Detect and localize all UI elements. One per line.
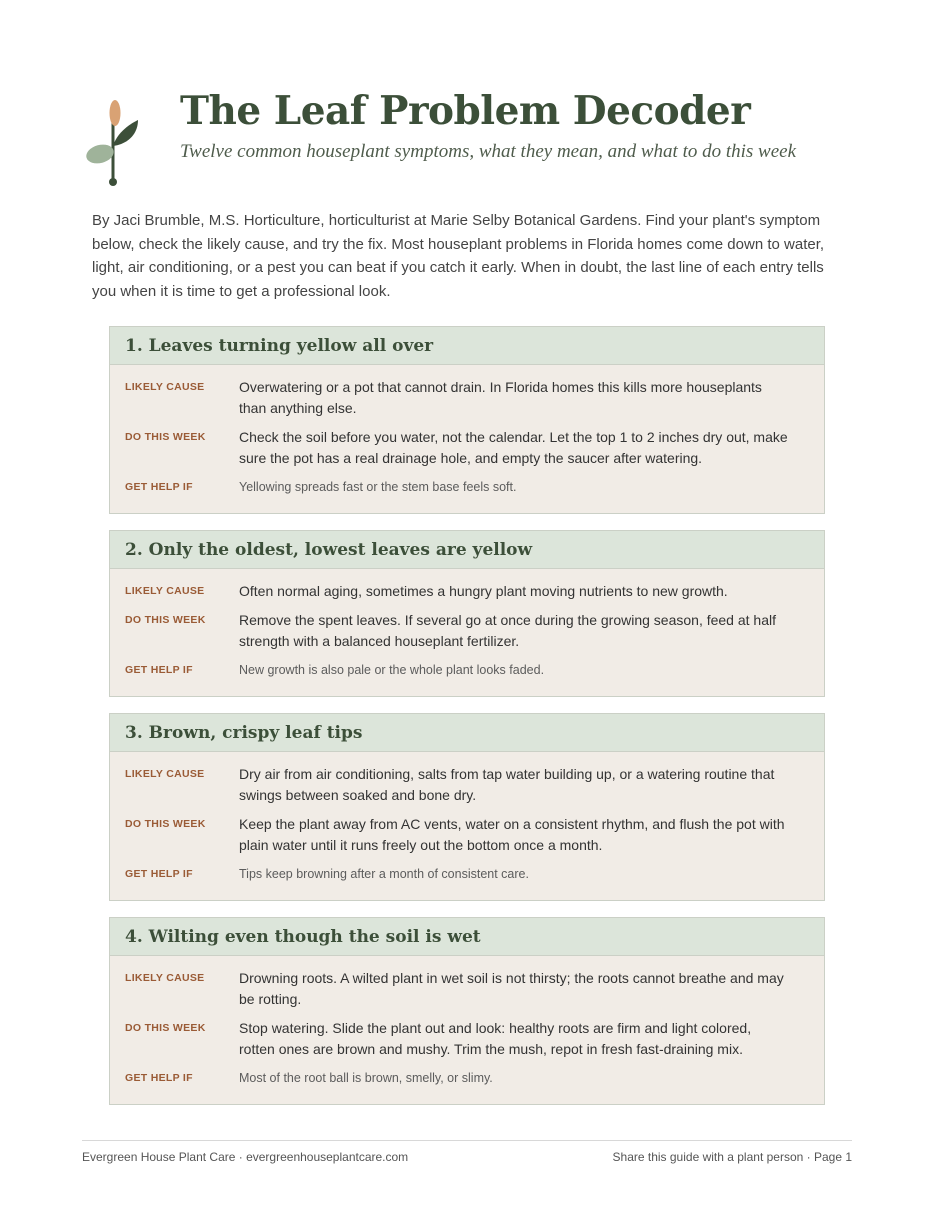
action-text: Remove the spent leaves. If several go at once during the growing season, feed at half strength with a balanced houseplant fertilizer. [239, 612, 776, 649]
symptom-card [109, 326, 825, 514]
symptom-title: 4. Wilting even though the soil is wet [125, 926, 481, 947]
cause-text: Dry air from air conditioning, salts from tap water building up, or a watering routine that swings between soaked and bone dry. [239, 766, 775, 803]
footer-divider [82, 1140, 852, 1141]
page-title: The Leaf Problem Decoder [180, 88, 751, 134]
cause-label: LIKELY CAUSE [125, 768, 205, 780]
help-label: GET HELP IF [125, 481, 193, 493]
cause-row [125, 764, 809, 806]
cause-text: Overwatering or a pot that cannot drain. In Florida homes this kills more houseplants than anything else. [239, 379, 762, 416]
help-row [125, 477, 809, 497]
symptom-title: 3. Brown, crispy leaf tips [125, 722, 363, 743]
help-row [125, 1068, 809, 1088]
cause-label: LIKELY CAUSE [125, 585, 205, 597]
action-text: Keep the plant away from AC vents, water on a consistent rhythm, and flush the pot with plain water until it runs freely out the bottom once a month. [239, 816, 785, 853]
symptom-card-header [110, 327, 824, 365]
action-label: DO THIS WEEK [125, 431, 206, 443]
symptom-card-body [110, 569, 824, 680]
symptom-title: 1. Leaves turning yellow all over [125, 335, 434, 356]
help-label: GET HELP IF [125, 664, 193, 676]
help-text: Yellowing spreads fast or the stem base feels soft. [239, 480, 517, 494]
action-label: DO THIS WEEK [125, 614, 206, 626]
symptom-card-header [110, 918, 824, 956]
help-text: Tips keep browning after a month of consistent care. [239, 867, 529, 881]
footer-site: Evergreen House Plant Care · evergreenhouseplantcare.com [82, 1150, 409, 1164]
intro-paragraph: By Jaci Brumble, M.S. Horticulture, horticulturist at Marie Selby Botanical Gardens. Find your plant's symptom below, check the likely cause, and try the fix. Most houseplant problems in Florida homes come down to water, light, air conditioning, or a pest you can beat if you catch it early. When in doubt, the last line of each entry tells you when it is time to get a professional look. [92, 212, 825, 301]
action-text: Stop watering. Slide the plant out and look: healthy roots are firm and light colored, rotten ones are brown and mushy. Trim the mush, repot in fresh fast-draining mix. [239, 1020, 752, 1057]
page-subtitle: Twelve common houseplant symptoms, what they mean, and what to do this week [180, 141, 797, 162]
action-row [125, 610, 809, 652]
footer-page-info: Share this guide with a plant person · Page 1 [612, 1150, 852, 1164]
action-row [125, 814, 809, 856]
symptom-card [109, 530, 825, 697]
action-row [125, 427, 809, 469]
help-label: GET HELP IF [125, 1072, 193, 1084]
action-label: DO THIS WEEK [125, 818, 206, 830]
cause-row [125, 377, 809, 419]
sprout-icon [82, 94, 142, 190]
symptom-title: 2. Only the oldest, lowest leaves are yellow [125, 539, 533, 560]
action-label: DO THIS WEEK [125, 1022, 206, 1034]
cause-label: LIKELY CAUSE [125, 381, 205, 393]
action-row [125, 1018, 809, 1060]
symptom-card-header [110, 714, 824, 752]
help-label: GET HELP IF [125, 868, 193, 880]
symptom-card-header [110, 531, 824, 569]
symptom-card [109, 713, 825, 901]
cause-text: Often normal aging, sometimes a hungry plant moving nutrients to new growth. [239, 583, 728, 599]
help-row [125, 864, 809, 884]
help-text: New growth is also pale or the whole plant looks faded. [239, 663, 545, 677]
symptom-card-body [110, 752, 824, 884]
symptom-card-body [110, 365, 824, 497]
action-text: Check the soil before you water, not the calendar. Let the top 1 to 2 inches dry out, make sure the pot has a real drainage hole, and empty the saucer after watering. [239, 429, 788, 466]
cause-row [125, 581, 809, 602]
cause-label: LIKELY CAUSE [125, 972, 205, 984]
symptom-card [109, 917, 825, 1105]
cause-row [125, 968, 809, 1010]
help-text: Most of the root ball is brown, smelly, or slimy. [239, 1071, 493, 1085]
cause-text: Drowning roots. A wilted plant in wet soil is not thirsty; the roots cannot breathe and may be rotting. [239, 970, 784, 1007]
help-row [125, 660, 809, 680]
symptom-card-body [110, 956, 824, 1088]
